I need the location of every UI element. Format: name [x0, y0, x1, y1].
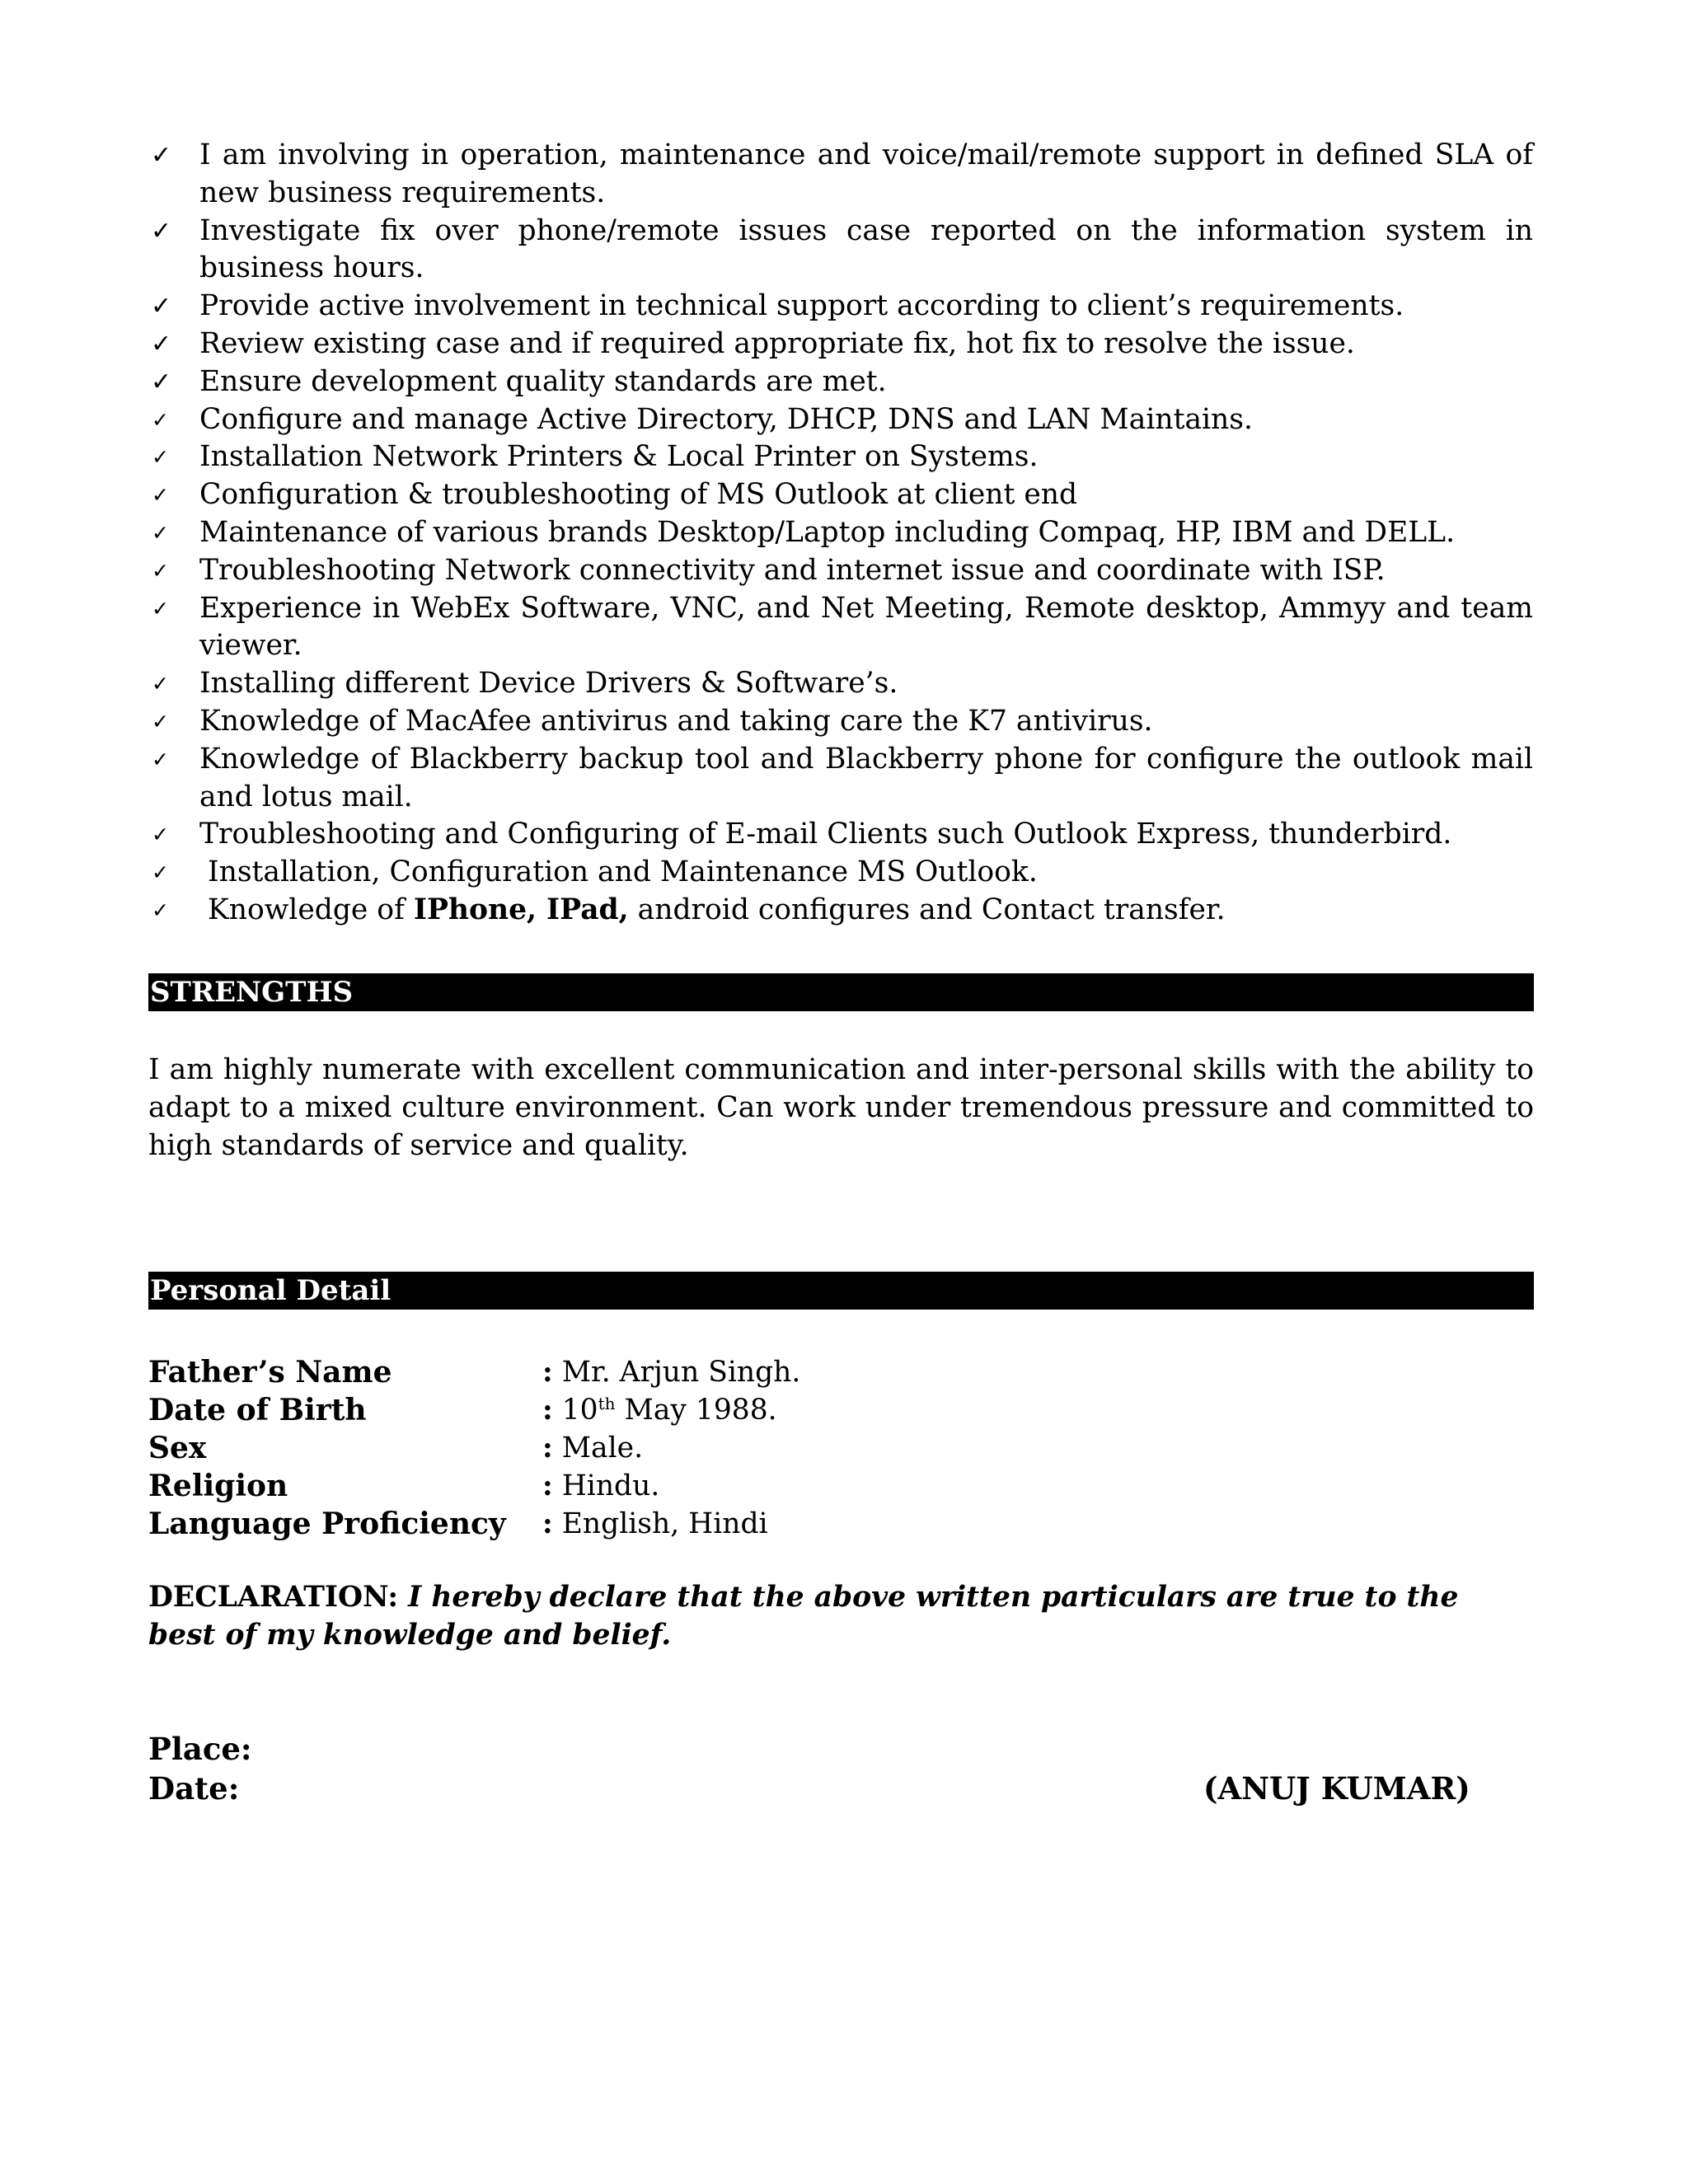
place-label: Place: — [148, 1731, 252, 1767]
responsibilities-list — [148, 137, 1533, 930]
list-item: ✓ Installing different Device Drivers & Software’s. — [148, 665, 1533, 703]
check-icon: ✓ — [152, 407, 169, 432]
detail-value: : Mr. Arjun Singh. — [542, 1356, 801, 1389]
list-item: ✓ Configuration & troubleshooting of MS Outlook at client end — [148, 476, 1533, 514]
list-item: ✓ Installation, Configuration and Maintenance MS Outlook. — [148, 854, 1533, 892]
list-item: ✓ Provide active involvement in technical support according to client’s requirements. — [148, 288, 1533, 326]
date-label: Date: — [148, 1770, 240, 1807]
strengths-heading: STRENGTHS — [148, 973, 1534, 1011]
check-icon: ✓ — [152, 709, 169, 733]
list-item: ✓ Troubleshooting Network connectivity and internet issue and coordinate with ISP. — [148, 552, 1533, 590]
check-icon: ✓ — [152, 672, 169, 696]
list-item: ✓ Knowledge of IPhone, IPad, android configures and Contact transfer. — [148, 892, 1533, 930]
check-icon: ✓ — [151, 141, 172, 170]
detail-label: Religion — [148, 1469, 288, 1503]
check-icon: ✓ — [152, 483, 169, 508]
table-row — [148, 1429, 1220, 1467]
check-icon: ✓ — [152, 558, 169, 583]
personal-detail-heading: Personal Detail — [148, 1272, 1534, 1310]
list-item: ✓ Experience in WebEx Software, VNC, and Net Meeting, Remote desktop, Ammyy and team viewer. — [152, 591, 1533, 663]
list-item: ✓ Troubleshooting and Configuring of E-mail Clients such Outlook Express, thunderbird. — [148, 816, 1533, 854]
list-item: ✓ Installation Network Printers & Local Printer on Systems. — [148, 438, 1533, 476]
signature-name: (ANUJ KUMAR) — [1203, 1770, 1470, 1807]
table-row — [148, 1353, 1220, 1391]
list-item: ✓ Investigate fix over phone/remote issues case reported on the information system in business hours. — [151, 213, 1533, 285]
detail-label: Father’s Name — [148, 1355, 392, 1390]
check-icon: ✓ — [152, 747, 169, 771]
check-icon: ✓ — [151, 216, 172, 246]
check-icon: ✓ — [152, 898, 169, 922]
detail-label: Language Proficiency — [148, 1507, 506, 1541]
strengths-paragraph: I am highly numerate with excellent communication and inter-personal skills with the ability to adapt to a mixed culture environment. Can work under tremendous pressure and committed to high standards of service and quality. — [148, 1053, 1534, 1162]
list-item: ✓ Review existing case and if required appropriate fix, hot fix to resolve the issue. — [148, 326, 1533, 363]
detail-value: : Male. — [542, 1432, 644, 1465]
check-icon: ✓ — [152, 596, 169, 621]
check-icon: ✓ — [151, 292, 172, 321]
declaration-label: DECLARATION: — [148, 1581, 399, 1614]
check-icon: ✓ — [151, 367, 172, 396]
check-icon: ✓ — [152, 823, 169, 847]
table-row — [148, 1467, 1220, 1505]
check-icon: ✓ — [152, 445, 169, 470]
detail-label: Date of Birth — [148, 1393, 367, 1427]
list-item: ✓ Knowledge of MacAfee antivirus and taking care the K7 antivirus. — [148, 703, 1533, 741]
list-item: ✓ Maintenance of various brands Desktop/Laptop including Compaq, HP, IBM and DELL. — [148, 514, 1533, 552]
declaration-text: I hereby declare that the above written particulars are true to the best of my knowledge and belief. — [148, 1581, 1459, 1652]
list-item: ✓ Configure and manage Active Directory, DHCP, DNS and LAN Maintains. — [148, 401, 1533, 439]
list-item: ✓ Knowledge of Blackberry backup tool and Blackberry phone for configure the outlook mail and lotus mail. — [152, 742, 1533, 813]
check-icon: ✓ — [152, 860, 169, 885]
list-item: ✓ I am involving in operation, maintenance and voice/mail/remote support in defined SLA of new business requirements. — [151, 138, 1533, 209]
declaration — [148, 1578, 1467, 1654]
check-icon: ✓ — [151, 329, 172, 359]
table-row — [148, 1505, 1220, 1543]
list-item: ✓ Ensure development quality standards are met. — [148, 363, 1533, 401]
detail-label: Sex — [148, 1431, 207, 1465]
detail-value: : English, Hindi — [542, 1507, 768, 1540]
detail-value: : Hindu. — [542, 1469, 660, 1502]
check-icon: ✓ — [152, 520, 169, 545]
detail-value: : 10th May 1988. — [542, 1394, 777, 1427]
personal-detail-table — [148, 1353, 1220, 1543]
table-row — [148, 1391, 1220, 1429]
